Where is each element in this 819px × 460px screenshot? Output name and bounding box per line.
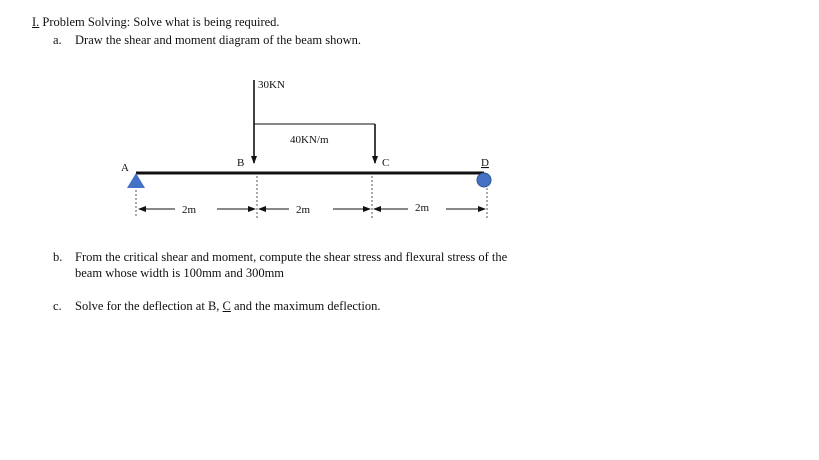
point-load-label: 30KN (258, 79, 285, 91)
point-a-label: A (121, 162, 129, 174)
roller-support-icon (477, 173, 491, 187)
question-a-text: Draw the shear and moment diagram of the beam shown. (75, 33, 362, 47)
distributed-load-label: 40KN/m (290, 134, 329, 146)
span-3-label: 2m (415, 202, 430, 214)
question-c-text-after: and the maximum deflection. (230, 299, 381, 313)
question-b-continuation (75, 266, 284, 280)
point-d-label: D (481, 157, 489, 169)
pin-support-icon (127, 173, 145, 188)
question-c-point-c: C (222, 299, 231, 313)
heading-roman-numeral: I. (32, 15, 40, 29)
point-b-label: B (237, 157, 245, 169)
question-c (53, 299, 380, 313)
span-1-label: 2m (182, 204, 197, 216)
question-a-marker: a. (53, 33, 62, 47)
question-c-marker: c. (53, 299, 62, 313)
question-b-text-line1: From the critical shear and moment, compute the shear stress and flexural stress of the (75, 250, 508, 264)
span-2-label: 2m (296, 204, 311, 216)
point-c-label: C (382, 157, 390, 169)
question-b-text-line2: beam whose width is 100mm and 300mm (75, 266, 285, 280)
question-b-marker: b. (53, 250, 63, 264)
question-b (53, 250, 507, 264)
heading-text: Problem Solving: Solve what is being required. (39, 15, 280, 29)
question-c-text-before: Solve for the deflection at B, (75, 299, 223, 313)
